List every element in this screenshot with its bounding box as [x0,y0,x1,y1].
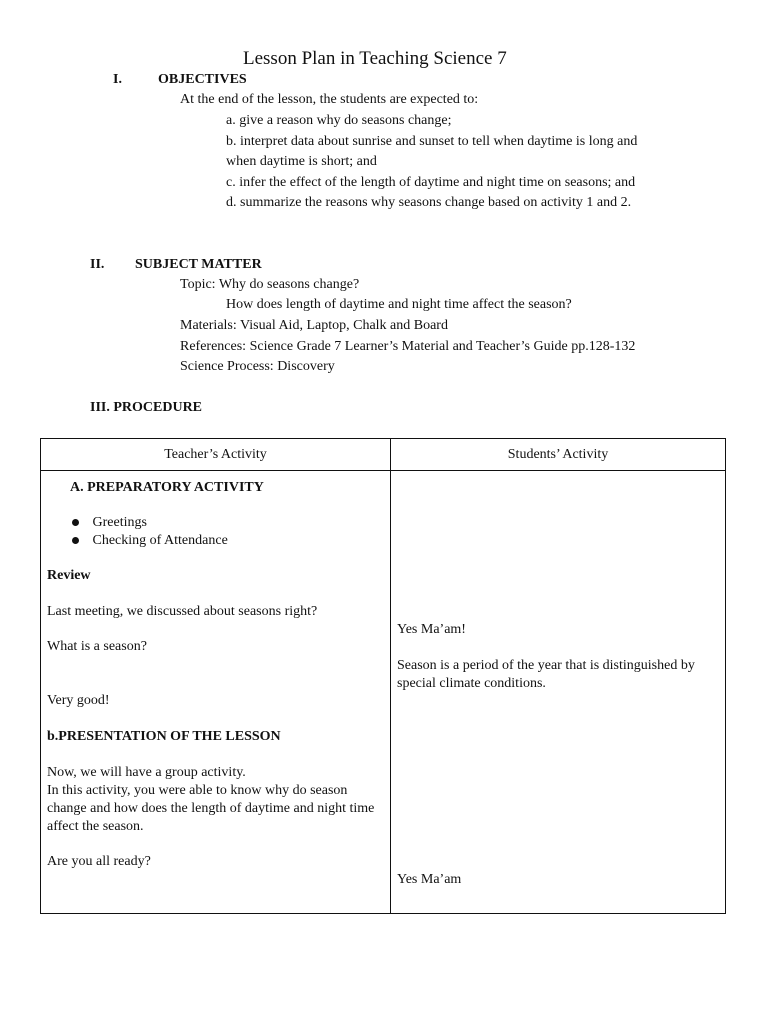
bullet-item [72,532,228,550]
review-heading: Review [47,568,91,583]
procedure-heading: III. PROCEDURE [90,400,203,415]
presentation-heading: b.PRESENTATION OF THE LESSON [47,729,281,744]
subject-matter-heading: SUBJECT MATTER [135,257,262,272]
student-answer: Season is a period of the year that is distinguished by special climate conditions. [397,658,695,691]
objective-item: b. interpret data about sunrise and sunset to tell when daytime is long and [226,134,638,149]
teacher-activity-cell [41,471,391,914]
students-activity-cell [391,471,726,914]
praise-text: Very good! [47,693,110,708]
teacher-column-header: Teacher’s Activity [41,439,391,471]
review-question: What is a season? [47,639,147,654]
page-title: Lesson Plan in Teaching Science 7 [243,48,507,69]
bullet-text: Greetings [92,515,147,530]
review-question: Last meeting, we discussed about seasons right? [47,604,318,619]
preparatory-activity-heading: A. PREPARATORY ACTIVITY [70,480,264,495]
bullet-text: Checking of Attendance [92,533,228,548]
objectives-heading: OBJECTIVES [158,72,247,87]
objective-item: c. infer the effect of the length of daytime and night time on seasons; and [226,175,636,190]
student-answer: Yes Ma’am [397,872,462,887]
bullet-item [72,514,147,532]
references: References: Science Grade 7 Learner’s Material and Teacher’s Guide pp.128-132 [180,339,636,354]
bullet-icon [72,537,79,544]
activity-description: In this activity, you were able to know why do season change and how does the length of daytime and night time affect the season. [47,783,375,834]
objective-item: d. summarize the reasons why seasons change based on activity 1 and 2. [226,195,632,210]
bullet-icon [72,519,79,526]
procedure-table [40,438,726,914]
materials: Materials: Visual Aid, Laptop, Chalk and Board [180,318,448,333]
objective-item: when daytime is short; and [226,154,377,169]
ready-question: Are you all ready? [47,854,151,869]
topic: Topic: Why do seasons change? [180,277,360,292]
subject-matter-numeral: II. [90,257,105,272]
objective-item: a. give a reason why do seasons change; [226,113,452,128]
students-column-header: Students’ Activity [391,439,726,471]
objectives-numeral: I. [113,72,122,87]
student-answer: Yes Ma’am! [397,622,466,637]
group-activity-text: Now, we will have a group activity. [47,765,246,780]
objectives-intro: At the end of the lesson, the students are expected to: [180,92,479,107]
science-process: Science Process: Discovery [180,359,335,374]
topic-sub: How does length of daytime and night time affect the season? [226,297,572,312]
